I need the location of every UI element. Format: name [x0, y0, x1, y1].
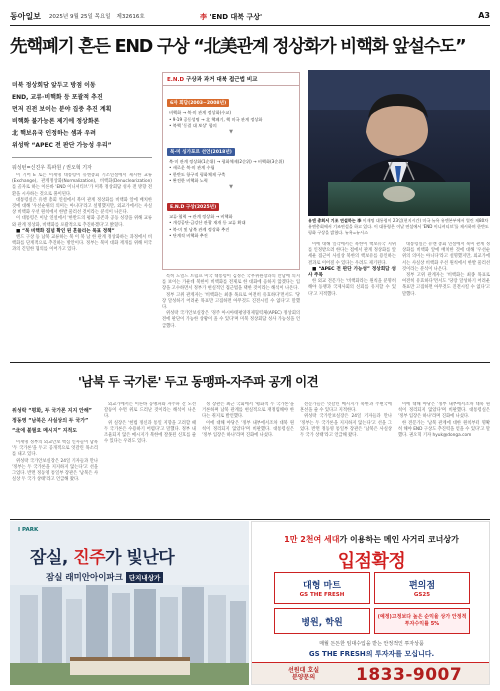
ad-rule — [10, 519, 490, 520]
apartment-illustration — [10, 585, 249, 685]
tenant-name: 대형 마트 — [303, 581, 341, 591]
body-column-2 — [162, 274, 300, 359]
tenant-brand: GS25 — [413, 592, 431, 598]
deck-divider — [12, 157, 152, 158]
ad-headline — [30, 543, 174, 568]
down-arrow-icon: ▼ — [229, 183, 233, 190]
infobox-line: • 완전한 비핵화 노력 — [169, 178, 208, 183]
paragraph: 위성락 국가안보실장은 '경주 아시아태평양경제협력체(APEC) 정상회의 전에 판단이 가능한 상황이 올 수 있다'며 미북 정상회담 성사 가능성을 언급했다. — [162, 311, 300, 329]
deck-line: 北 핵보유국 인정하는 셈과 우려 — [12, 130, 96, 137]
newspaper-logo: 동아일보 — [10, 10, 41, 21]
paragraph: 이 기어 E 토는 이재명 대통령이 유엔총회 기조연설에서 제시한 교류(Exchange), 관계정상화(Normalization), 비핵화(Denuclearization)를 골자로 하는 이른바 'END 이니셔티브'가 미북 정상회담 성사 전 방향 전환을 시사하는 것으로 풀이된다. — [12, 173, 152, 197]
secondary-headline: '남북 두 국가론' 두고 동맹파-자주파 공개 이견 — [78, 374, 319, 389]
infobox-mark: E.N.D — [167, 77, 185, 83]
paragraph: 이에 대해 야당은 '정부 내부에서조차 대북 원칙이 정리되지 않았다'며 비판했다. 대통령실은 '정부 입장은 하나'라며 진화에 나섰다. — [202, 420, 294, 439]
contact-label-line: 분양문의 — [291, 674, 316, 681]
ad-brand-logo: I PARK — [18, 527, 39, 533]
mid-column-2 — [104, 402, 196, 516]
ad-main-title: 입점확정 — [337, 551, 406, 572]
infobox-section-label: 북·미 싱가포르 선언(2018년) — [167, 148, 235, 156]
mid-column-5 — [398, 402, 490, 516]
paragraph: 이에 대해 야당은 '정부 내부에서조차 대북 원칙이 정리되지 않았다'며 비판했다. 대통령실은 '정부 입장은 하나'라며 진화에 나섰다. — [398, 402, 490, 420]
contact-label-line: 선원대 호실 — [288, 667, 320, 674]
ad-top-highlight: 1만 2천여 세대 — [284, 535, 340, 544]
paragraph: 이재명 정부의 외교안보 핵심 인사들이 남북 '두 국가론'을 두고 공개적으로 엇갈린 목소리를 내고 있다. — [12, 440, 98, 458]
article-deck — [12, 80, 152, 152]
ad-headline-accent: 진주 — [73, 548, 106, 568]
ad-headline-part: 잠실, — [30, 548, 74, 568]
ad-top-text: 가 이용하는 메인 사거리 코너상가 — [339, 535, 459, 544]
infobox-line: • 단계적 비핵화 추진 — [169, 233, 208, 238]
ad-contact-bar — [252, 662, 490, 685]
ad-headline-part: 가 빛난다 — [105, 548, 175, 568]
caption-text: 이재명 대통령이 23일(현지시간) 미국 뉴욕 유엔본부에서 열린 제80차 유엔총회에서 기조연설을 하고 있다. 이 대통령은 이날 연설에서 'END 이니셔티브'를 제시하며 한반도 평화 구상을 밝혔다. 뉴욕=뉴시스 — [308, 218, 489, 235]
apartment-ad[interactable] — [10, 521, 249, 685]
news-photo — [308, 70, 490, 216]
deck-line: “北에 불필요 메시지” 지적도 — [12, 428, 78, 434]
paragraph: 한 전문가는 '남북 관계에 대한 원칙부터 명확히 해야 END 구상도 추진력을 얻을 수 있다'고 말했다. 권오혁 기자 hyuk@donga.com — [398, 420, 490, 439]
tenant-grid — [274, 572, 470, 634]
paragraph: 특히 도널드 트럼프 미국 대통령이 김정은 국무위원장과의 만남에 의지를 보이는 가운데 북한이 비핵화를 전제로 한 대화에 응하지 않겠다는 입장을 고수하면서 정부가 현실적인 접근법을 택한 것이라는 해석이 나온다. — [162, 274, 300, 292]
tenant-name: 편의점 — [408, 581, 436, 591]
ad-subtitle-text: 잠실 래미안아이파크 — [46, 573, 123, 583]
retail-ad[interactable] — [251, 521, 490, 685]
masthead — [10, 8, 490, 24]
tenant-cell — [274, 608, 370, 634]
infobox-section — [167, 138, 295, 185]
deck-line: 비핵화 불가능론 제기에 정상화론 — [12, 118, 100, 125]
infobox-line: 교류·협력 → 관계 정상화 → 비핵화 — [169, 213, 233, 219]
infobox-line: • 북핵 '동결 대 보상' 합의 — [169, 123, 217, 128]
section-label: 'END 대북 구상' — [209, 13, 263, 21]
subhead: ■ “APEC 전 판단 가능성” 정상회담 성사 주목 — [308, 266, 396, 279]
ad-subtitle — [46, 571, 163, 583]
deck-line: 정동영 “남북은 사실상의 두 국가” — [12, 418, 89, 424]
dateline: 2025년 9월 25일 목요일 — [48, 14, 111, 20]
mid-column-4 — [300, 402, 392, 516]
tenant-cell — [274, 572, 370, 604]
infobox-line: • 새로운 북·미 관계 수립 — [169, 165, 215, 170]
infobox-section — [167, 193, 295, 240]
page-number: A3 — [478, 11, 490, 20]
phone-number[interactable]: 1833-9007 — [356, 665, 463, 685]
ad-tagline: 매월 든든한 임대수입을 받는 안정적인 투자상품 — [319, 641, 424, 647]
paragraph: 정 장관은 최근 국회에서 '평화적 두 국가론'을 거론하며 남북 관계를 현실적으로 재정립해야 한다는 취지로 발언했다. — [202, 402, 294, 420]
infobox-line: • 개성공단·금강산 관광 재개 등 교류 확대 — [169, 220, 246, 225]
secondary-deck — [12, 406, 98, 436]
body-column-4 — [402, 242, 490, 359]
mid-column-1 — [12, 440, 98, 516]
infobox-section-label: 6자 회담(2003~2008년) — [167, 99, 229, 107]
ad-tagline-bold: GS THE FRESH의 투자자를 모십니다. — [308, 650, 435, 658]
yield-cell — [374, 608, 470, 634]
tenant-cell — [374, 572, 470, 604]
paragraph: 위 실장은 '헌법 정신과 통일 지향을 고려할 때 두 국가론은 수용하기 어렵다'고 말했다. 정부 내 조율되지 않은 메시지가 북한에 잘못된 신호를 줄 수 있다는 우려도 있다. — [104, 420, 196, 445]
deck-line: END, 교류·비핵화 등 포괄적 추진 — [12, 94, 103, 101]
infobox-line: • 북·미 및 남북 관계 정상화 추진 — [169, 226, 230, 232]
photo-illustration — [308, 70, 490, 216]
main-headline: 先핵폐기 흔든 END 구상 “北美관계 정상화가 비핵화 앞설수도” — [10, 37, 466, 57]
body-column-3 — [308, 242, 396, 359]
photo-caption — [308, 218, 490, 236]
ad-contact-label — [288, 667, 319, 681]
paragraph: 엔드 구상 등 남북 교류하는 북 이 북 남 한 관계 정상화하는 과정에서 비핵화를 단계적으로 추진하는 방안이다. 정부는 북미 대화 재개를 위해 미국과의 긴밀한 협의를 이어가고 있다. — [12, 235, 152, 253]
paragraph: 전문가들은 엇갈린 메시지가 북한과 주변국에 혼선을 줄 수 있다고 지적한다. — [300, 402, 392, 414]
caption-title: 유엔 총회서 기조 연설하는 李 — [308, 218, 362, 223]
deck-line: 먼저 진전 보이는 분야 집중 추진 계획 — [12, 106, 112, 113]
infobox-title-text: 구상과 과거 대북 접근법 비교 — [186, 77, 258, 83]
deck-line: 위성락 “평화, 두 국가론 지지 안해” — [12, 408, 92, 414]
paragraph: 위성락 국가안보실장은 24일 기자들과 만나 '정부는 두 국가론을 지지하지 않는다'고 선을 그었다. 반면 정동영 통일부 장관은 '남북은 사실상 두 국가 상태'라고 언급해 왔다. — [12, 458, 98, 483]
paragraph: 이 대통령은 이날 연설에서 '한반도의 평화 공존과 공동 성장을 위해 교류와 관계 정상화, 비핵화를 포괄적으로 추진하겠다'고 밝혔다. — [12, 216, 152, 228]
comparison-infobox — [162, 72, 300, 270]
ad-subtitle-tag: 단지내상가 — [126, 572, 163, 583]
subhead: ■ “북 비핵화 집념 확인 된 흔들리는 목표 정책” — [16, 228, 115, 234]
infobox-line: 북·미 관계 정상화(1순위) → 평화체제(2순위) → 비핵화(3순위) — [169, 158, 285, 164]
ad-top-line — [252, 534, 490, 545]
infobox-title — [163, 73, 299, 86]
paragraph: 외교가에서는 이른바 동맹파와 자주파 간 노선 갈등이 수면 위로 드러난 것이라는 해석이 나온다. — [104, 402, 196, 420]
masthead-rule — [10, 25, 490, 26]
infobox-section-label: E.N.D 구상(2025년) — [167, 203, 219, 211]
byline: 워싱턴=신진우 특파원 / 권오혁 기자 — [12, 165, 92, 171]
infobox-line: 비핵화 → 북·미 관계 정상화(수교) — [169, 110, 231, 115]
tenant-name: 병원, 학원 — [301, 617, 343, 628]
section-rule — [10, 362, 490, 363]
body-column-1 — [12, 173, 152, 359]
paragraph: 위성락 국가안보실장은 24일 기자들과 만나 '정부는 두 국가론을 지지하지 않는다'고 선을 그었다. 반면 정동영 통일부 장관은 '남북은 사실상 두 국가 상태'라고 언급해 왔다. — [300, 414, 392, 439]
paragraph: 대통령실은 유엔 총회 연설에서 북미 관계 정상화를 비핵화 앞에 배치한 것에 대해 '우선순위의 의미는 아니다'라고 설명했지만, 외교가에서는 사실상 비핵화 우선 원칙에서 한발 물러선 것이라는 분석이 나온다. — [402, 242, 490, 272]
section-mark: 李 — [200, 13, 207, 21]
paragraph: 정부 고위 관계자는 '비핵화는 최종 목표로 여전히 유효하다'면서도 '당장 달성하기 어려운 목표만 고집하면 아무것도 진전시킬 수 없다'고 말했다. — [402, 273, 490, 297]
down-arrow-icon: ▼ — [229, 128, 233, 135]
yield-note: (예정)고정보다 높은 순익율 상가 안정적 투자수익률 5% — [377, 614, 467, 627]
tenant-brand: GS THE FRESH — [299, 592, 345, 598]
paragraph: 한 외교 전문가는 '비핵화라는 원칙을 분명히 해야 동맹과 국제사회의 신뢰를 유지할 수 있다'고 지적했다. — [308, 279, 396, 297]
paragraph: 정부 고위 관계자는 '비핵화는 최종 목표로 여전히 유효하다'면서도 '당장 달성하기 어려운 목표만 고집하면 아무것도 진전시킬 수 없다'고 말했다. — [162, 292, 300, 311]
infobox-section — [167, 89, 295, 130]
deck-line: 미북 정상회담 앞두고 방점 이동 — [12, 82, 96, 89]
infobox-line: • 9·19 공동성명 → 北 핵폐기, 핵 미국 관계 정상화 — [169, 116, 263, 122]
issue-number: 제32616호 — [116, 14, 145, 20]
mid-column-3 — [202, 402, 294, 516]
paragraph: 대통령실은 유엔 총회 연설에서 북미 관계 정상화를 비핵화 앞에 배치한 것에 대해 '우선순위의 의미는 아니다'라고 설명했지만, 외교가에서는 사실상 비핵화 우선 원칙에서 한발 물러선 것이라는 분석이 나온다. — [12, 197, 152, 216]
infobox-line: • 한반도 항구적 평화체제 구축 — [169, 171, 226, 177]
deck-line: 위성락 “APEC 전 판단 가능성 우리” — [12, 142, 112, 149]
section-title — [200, 12, 262, 22]
paragraph: 이에 대해 일각에서는 북한이 핵보유국 지위를 인정받으려 한다는 점에서 관계 정상화를 앞세운 접근이 사실상 북한의 핵보유를 용인하는 결과로 이어질 수 있다는 우려도 제기된다. — [308, 242, 396, 266]
